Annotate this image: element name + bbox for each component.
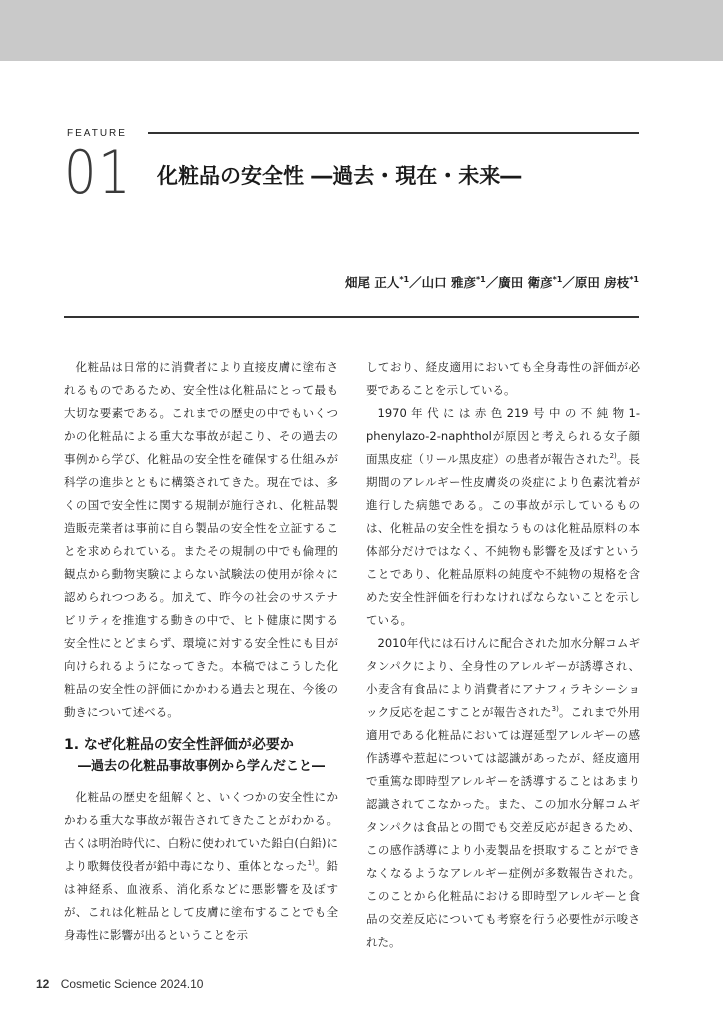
author-name: 山口 雅彦 [421,275,476,290]
author-list [345,273,639,291]
paragraph-text: 1970年代には赤色219号中の不純物1-phenylazo-2-naphtholが原因と考えられる女子顔面黒皮症（リール黒皮症）の患者が報告された [366,406,640,466]
divider-rule [64,316,639,318]
body-paragraph [64,786,338,947]
paragraph-text: 。これまで外用適用である化粧品においては遅延型アレルギーの感作誘導や惹起については認識があったが、経皮適用で重篤な即時型アレルギーを誘導することはあまり認識されてこなかった。また、この加水分解コムギタンパクは食品との間でも交差反応が起きるため、この感作誘導により小麦製品を摂取することができなくなるようなアレルギー症例が多数報告された。このことから化粧品における即時型アレルギーと食品の交差反応についても考察を行う必要性が示唆された。 [366,705,640,949]
reference-mark: 2) [609,452,617,461]
author-separator: ／ [485,275,499,290]
section-title: 1. なぜ化粧品の安全性評価が必要か [64,737,294,753]
page-number: 12 [36,977,50,991]
intro-paragraph: 化粧品は日常的に消費者により直接皮膚に塗布されるものであるため、安全性は化粧品にとって最も大切な要素である。これまでの歴史の中でもいくつかの化粧品による重大な事故が起こり、その過去の事例から学び、化粧品の安全性を確保する仕組みが科学の進歩とともに構築されてきた。現在では、多くの国で安全性に関する規制が施行され、化粧品製造販売業者は事前に自ら製品の安全性を立証することを求められている。またその規制の中でも倫理的観点から動物実験によらない試験法の使用が徐々に認められつつある。加えて、昨今の社会のサステナビリティを推進する動きの中で、ヒト健康に関する安全性にとどまらず、環境に対する安全性にも目が向けられるようになってきた。本稿ではこうした化粧品の安全性の評価にかかわる過去と現在、今後の動きについて述べる。 [64,360,338,719]
page-footer [36,977,203,991]
author-name: 原田 房枝 [574,275,630,290]
author-affiliation-mark: *1 [399,274,410,284]
left-column [64,356,338,947]
paragraph-text: 2010年代には石けんに配合された加水分解コムギタンパクにより、全身性のアレルギーが誘導され、小麦含有食品により消費者にアナフィラキシーショック反応を起こすことが報告された [366,636,640,719]
body-paragraph [366,632,640,954]
author-separator: ／ [409,275,422,290]
paragraph-text: 。長期間のアレルギー性皮膚炎の炎症により色素沈着が進行した病態である。この事故が示しているものは、化粧品の安全性を損なうものは化粧品原料の本体部分だけではなく、不純物も影響を及ぼすということであり、化粧品原料の純度や不純物の規格を含めた安全性評価を行わなければならないことを示している。 [366,452,641,627]
author-name: 畑尾 正人 [345,275,400,290]
top-banner [0,0,723,61]
header-rule [148,132,639,134]
journal-name: Cosmetic Science [60,977,157,991]
feature-number: 01 [64,138,133,208]
author-affiliation-mark: *1 [476,274,486,284]
issue-date: 2024.10 [160,977,204,991]
body-paragraph [366,402,640,632]
author-name: 廣田 衛彦 [498,275,553,290]
section-subtitle: ―過去の化粧品事故事例から学んだこと― [78,759,326,774]
article-title: 化粧品の安全性 ―過去・現在・未来― [157,164,522,188]
feature-label: FEATURE [67,128,127,139]
reference-mark: 1) [307,859,315,868]
section-heading [64,734,338,778]
paragraph-text: 。鉛は神経系、血液系、消化系などに悪影響を及ぼすが、これは化粧品として皮膚に塗布することでも全身毒性に影響が出るということを示 [64,859,338,942]
author-separator: ／ [562,275,575,290]
paragraph-text: 化粧品の歴史を紐解くと、いくつかの安全性にかかわる重大な事故が報告されてきたことがわかる。古くは明治時代に、白粉に使われていた鉛白(白鉛)により歌舞伎役者が鉛中毒になり、重体となった [64,790,338,873]
reference-mark: 3) [551,705,559,714]
body-paragraph: しており、経皮適用においても全身毒性の評価が必要であることを示している。 [366,360,640,397]
author-affiliation-mark: *1 [629,274,639,284]
author-affiliation-mark: *1 [552,274,563,284]
right-column [366,356,640,954]
